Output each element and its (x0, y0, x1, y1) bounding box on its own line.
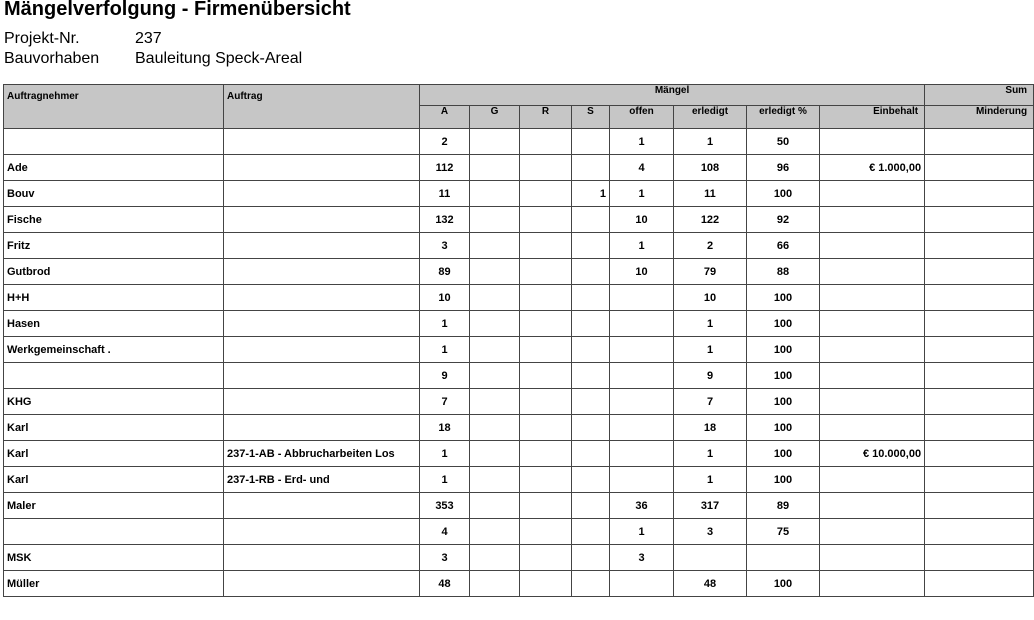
cell-open: 1 (610, 519, 674, 545)
header-a: A (420, 106, 470, 129)
construction-project-value: Bauleitung Speck-Areal (135, 50, 303, 67)
table-row (4, 207, 1034, 233)
cell-contractor: Karl (4, 415, 224, 441)
cell-retention (820, 311, 925, 337)
cell-retention (820, 519, 925, 545)
cell-g (470, 311, 520, 337)
cell-reduction (925, 441, 1034, 467)
table-row (4, 493, 1034, 519)
cell-a: 1 (420, 467, 470, 493)
cell-contractor: Müller (4, 571, 224, 597)
table-row (4, 519, 1034, 545)
cell-done: 11 (674, 181, 747, 207)
cell-contractor: Hasen (4, 311, 224, 337)
cell-r (520, 155, 572, 181)
project-number-value: 237 (135, 30, 162, 47)
header-order: Auftrag (224, 85, 420, 129)
cell-retention (820, 571, 925, 597)
cell-done-percent: 100 (747, 337, 820, 363)
cell-contractor: MSK (4, 545, 224, 571)
header-defects: Mängel (420, 85, 925, 106)
table-row (4, 441, 1034, 467)
cell-done-percent: 100 (747, 285, 820, 311)
cell-s (572, 493, 610, 519)
cell-retention (820, 493, 925, 519)
cell-order (224, 415, 420, 441)
cell-contractor: Gutbrod (4, 259, 224, 285)
cell-done-percent: 96 (747, 155, 820, 181)
cell-open (610, 441, 674, 467)
table-row (4, 233, 1034, 259)
cell-order (224, 259, 420, 285)
cell-a: 48 (420, 571, 470, 597)
cell-done: 317 (674, 493, 747, 519)
cell-done: 7 (674, 389, 747, 415)
cell-contractor: KHG (4, 389, 224, 415)
cell-order (224, 545, 420, 571)
cell-open: 1 (610, 181, 674, 207)
table-row (4, 259, 1034, 285)
cell-done: 1 (674, 467, 747, 493)
cell-reduction (925, 389, 1034, 415)
header-reduction: Minderung (925, 106, 1034, 129)
cell-a: 353 (420, 493, 470, 519)
cell-order (224, 363, 420, 389)
cell-r (520, 259, 572, 285)
cell-a: 3 (420, 233, 470, 259)
cell-r (520, 571, 572, 597)
cell-done: 9 (674, 363, 747, 389)
cell-order (224, 129, 420, 155)
cell-s (572, 415, 610, 441)
cell-reduction (925, 311, 1034, 337)
cell-order (224, 155, 420, 181)
cell-contractor: Werkgemeinschaft . (4, 337, 224, 363)
cell-s (572, 233, 610, 259)
cell-done-percent: 88 (747, 259, 820, 285)
cell-done-percent: 100 (747, 389, 820, 415)
cell-retention (820, 545, 925, 571)
cell-done: 1 (674, 441, 747, 467)
table-body (4, 129, 1034, 597)
cell-contractor: Fritz (4, 233, 224, 259)
cell-order (224, 181, 420, 207)
cell-s (572, 519, 610, 545)
cell-done: 1 (674, 129, 747, 155)
cell-order: 237-1-AB - Abbrucharbeiten Los (224, 441, 420, 467)
cell-open (610, 285, 674, 311)
cell-s (572, 155, 610, 181)
cell-open (610, 337, 674, 363)
cell-order (224, 233, 420, 259)
table-row (4, 311, 1034, 337)
cell-s (572, 311, 610, 337)
cell-r (520, 233, 572, 259)
cell-done-percent: 75 (747, 519, 820, 545)
cell-a: 18 (420, 415, 470, 441)
cell-contractor: Maler (4, 493, 224, 519)
header-r: R (520, 106, 572, 129)
table-row (4, 545, 1034, 571)
cell-done: 10 (674, 285, 747, 311)
cell-open: 36 (610, 493, 674, 519)
cell-reduction (925, 467, 1034, 493)
cell-a: 1 (420, 311, 470, 337)
cell-g (470, 129, 520, 155)
cell-reduction (925, 181, 1034, 207)
cell-s (572, 259, 610, 285)
cell-done-percent: 100 (747, 441, 820, 467)
cell-contractor (4, 363, 224, 389)
cell-order (224, 311, 420, 337)
cell-order (224, 389, 420, 415)
cell-a: 112 (420, 155, 470, 181)
construction-project-line (4, 50, 302, 68)
cell-retention (820, 389, 925, 415)
cell-order (224, 493, 420, 519)
cell-contractor: Bouv (4, 181, 224, 207)
cell-a: 11 (420, 181, 470, 207)
cell-reduction (925, 337, 1034, 363)
cell-order (224, 207, 420, 233)
cell-order: 237-1-RB - Erd- und (224, 467, 420, 493)
cell-r (520, 311, 572, 337)
cell-r (520, 389, 572, 415)
cell-g (470, 519, 520, 545)
cell-g (470, 493, 520, 519)
cell-order (224, 571, 420, 597)
cell-done-percent: 50 (747, 129, 820, 155)
cell-r (520, 207, 572, 233)
project-number-label: Projekt-Nr. (4, 30, 80, 47)
cell-g (470, 467, 520, 493)
cell-reduction (925, 285, 1034, 311)
table-row (4, 285, 1034, 311)
cell-done: 48 (674, 571, 747, 597)
table-row (4, 415, 1034, 441)
cell-a: 10 (420, 285, 470, 311)
cell-g (470, 233, 520, 259)
cell-retention (820, 337, 925, 363)
header-g: G (470, 106, 520, 129)
cell-a: 7 (420, 389, 470, 415)
cell-g (470, 181, 520, 207)
cell-g (470, 155, 520, 181)
cell-retention (820, 181, 925, 207)
cell-r (520, 285, 572, 311)
table-row (4, 467, 1034, 493)
cell-s (572, 285, 610, 311)
cell-reduction (925, 571, 1034, 597)
cell-order (224, 337, 420, 363)
cell-done: 108 (674, 155, 747, 181)
cell-retention (820, 129, 925, 155)
cell-g (470, 389, 520, 415)
construction-project-label: Bauvorhaben (4, 50, 100, 67)
cell-s (572, 441, 610, 467)
cell-a: 132 (420, 207, 470, 233)
cell-a: 1 (420, 441, 470, 467)
cell-open: 10 (610, 259, 674, 285)
cell-reduction (925, 155, 1034, 181)
cell-reduction (925, 129, 1034, 155)
header-s: S (572, 106, 610, 129)
cell-s: 1 (572, 181, 610, 207)
cell-a: 89 (420, 259, 470, 285)
cell-done-percent: 92 (747, 207, 820, 233)
cell-open: 1 (610, 233, 674, 259)
cell-order (224, 285, 420, 311)
cell-contractor: Karl (4, 467, 224, 493)
cell-open (610, 415, 674, 441)
cell-open: 4 (610, 155, 674, 181)
cell-done: 1 (674, 337, 747, 363)
cell-g (470, 415, 520, 441)
cell-s (572, 571, 610, 597)
table-row (4, 389, 1034, 415)
cell-g (470, 545, 520, 571)
cell-contractor: Fische (4, 207, 224, 233)
report-title: Mängelverfolgung - Firmenübersicht (4, 0, 351, 20)
cell-done: 2 (674, 233, 747, 259)
cell-reduction (925, 545, 1034, 571)
table-row (4, 571, 1034, 597)
cell-done: 79 (674, 259, 747, 285)
cell-retention (820, 259, 925, 285)
cell-open (610, 311, 674, 337)
cell-retention (820, 467, 925, 493)
cell-reduction (925, 363, 1034, 389)
cell-contractor: Karl (4, 441, 224, 467)
cell-s (572, 207, 610, 233)
cell-r (520, 467, 572, 493)
cell-done: 18 (674, 415, 747, 441)
cell-open (610, 467, 674, 493)
cell-done-percent: 100 (747, 181, 820, 207)
cell-done (674, 545, 747, 571)
cell-r (520, 519, 572, 545)
cell-done-percent: 100 (747, 467, 820, 493)
cell-done-percent: 100 (747, 571, 820, 597)
cell-r (520, 441, 572, 467)
project-number-line (4, 30, 162, 48)
cell-retention: € 1.000,00 (820, 155, 925, 181)
cell-done: 122 (674, 207, 747, 233)
cell-retention (820, 363, 925, 389)
cell-contractor: Ade (4, 155, 224, 181)
cell-retention (820, 207, 925, 233)
cell-done: 3 (674, 519, 747, 545)
cell-a: 9 (420, 363, 470, 389)
table-row (4, 155, 1034, 181)
cell-open: 10 (610, 207, 674, 233)
header-retention: Einbehalt (820, 106, 925, 129)
table-row (4, 129, 1034, 155)
cell-g (470, 285, 520, 311)
cell-s (572, 467, 610, 493)
cell-retention (820, 415, 925, 441)
header-sum: Sum (925, 85, 1034, 106)
cell-a: 4 (420, 519, 470, 545)
cell-a: 2 (420, 129, 470, 155)
cell-g (470, 207, 520, 233)
cell-g (470, 337, 520, 363)
cell-r (520, 493, 572, 519)
cell-reduction (925, 519, 1034, 545)
defects-table (3, 84, 1034, 597)
cell-retention (820, 285, 925, 311)
cell-g (470, 441, 520, 467)
cell-reduction (925, 233, 1034, 259)
cell-done-percent: 89 (747, 493, 820, 519)
table-row (4, 363, 1034, 389)
cell-r (520, 545, 572, 571)
cell-retention: € 10.000,00 (820, 441, 925, 467)
header-open: offen (610, 106, 674, 129)
cell-s (572, 545, 610, 571)
cell-s (572, 389, 610, 415)
cell-open (610, 363, 674, 389)
header-done: erledigt (674, 106, 747, 129)
cell-open (610, 389, 674, 415)
table-row (4, 181, 1034, 207)
table-row (4, 337, 1034, 363)
cell-open: 3 (610, 545, 674, 571)
cell-reduction (925, 493, 1034, 519)
cell-contractor (4, 519, 224, 545)
cell-done-percent: 66 (747, 233, 820, 259)
cell-g (470, 571, 520, 597)
cell-r (520, 129, 572, 155)
cell-r (520, 337, 572, 363)
cell-g (470, 259, 520, 285)
cell-reduction (925, 207, 1034, 233)
cell-open (610, 571, 674, 597)
cell-s (572, 363, 610, 389)
cell-a: 3 (420, 545, 470, 571)
cell-retention (820, 233, 925, 259)
cell-reduction (925, 259, 1034, 285)
cell-r (520, 363, 572, 389)
cell-contractor (4, 129, 224, 155)
cell-open: 1 (610, 129, 674, 155)
cell-done-percent: 100 (747, 311, 820, 337)
cell-s (572, 129, 610, 155)
cell-g (470, 363, 520, 389)
header-contractor: Auftragnehmer (4, 85, 224, 129)
cell-reduction (925, 415, 1034, 441)
header-done-percent: erledigt % (747, 106, 820, 129)
cell-done-percent: 100 (747, 363, 820, 389)
cell-done-percent (747, 545, 820, 571)
cell-done: 1 (674, 311, 747, 337)
cell-s (572, 337, 610, 363)
cell-done-percent: 100 (747, 415, 820, 441)
cell-r (520, 415, 572, 441)
cell-r (520, 181, 572, 207)
cell-contractor: H+H (4, 285, 224, 311)
cell-a: 1 (420, 337, 470, 363)
cell-order (224, 519, 420, 545)
